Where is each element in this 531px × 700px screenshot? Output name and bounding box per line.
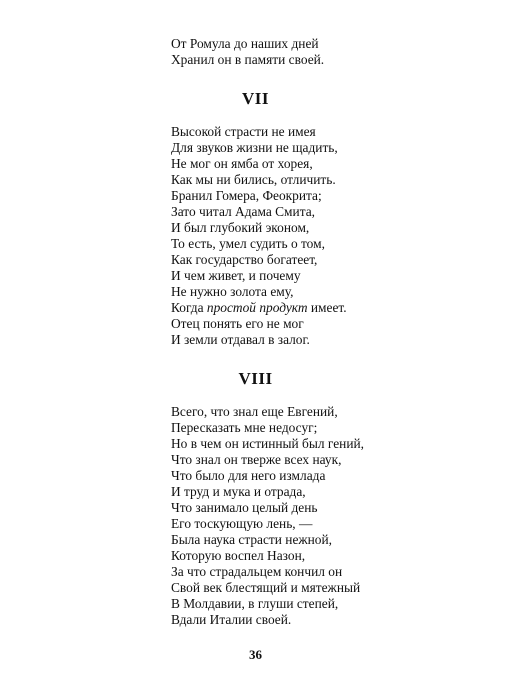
verse-line: Вдали Италии своей. [171,612,292,627]
verse-line: И был глубокий эконом, [171,220,310,235]
verse-line: Бранил Гомера, Феокрита; [171,188,322,203]
verse-line: То есть, умел судить о том, [171,236,325,251]
verse-line: Как мы ни бились, отличить. [171,172,336,187]
verse-fragment: Когда [171,300,207,315]
verse-line: Зато читал Адама Смита, [171,204,316,219]
page-number: 36 [249,647,262,662]
verse-line: Свой век блестящий и мятежный [171,580,361,595]
verse-line: Хранил он в памяти своей. [171,52,325,67]
verse-line: Которую воспел Назон, [171,548,306,563]
verse-line: Его тоскующую лень, — [171,516,313,531]
verse-line: Отец понять его не мог [171,316,304,331]
stanza-end-previous [171,36,324,68]
verse-line: Была наука страсти нежной, [171,532,333,547]
chapter-heading-viii: VIII [238,369,273,388]
stanza-viii [171,404,364,628]
verse-line: От Ромула до наших дней [171,36,319,51]
verse-fragment: имеет. [307,300,347,315]
verse-line: Как государство богатеет, [171,252,318,267]
verse-line: Что знал он тверже всех наук, [171,452,342,467]
stanza-vii [171,124,347,348]
verse-line-with-emphasis [171,300,347,316]
chapter-heading-vii: VII [241,89,269,108]
verse-line: И чем живет, и почему [171,268,301,283]
verse-line: Высокой страсти не имея [171,124,316,139]
verse-line: Всего, что знал еще Евгений, [171,404,338,419]
emphasized-phrase: простой продукт [206,300,308,315]
verse-line: Что занимало целый день [171,500,318,515]
verse-line: Не мог он ямба от хорея, [171,156,313,171]
verse-line: В Молдавии, в глуши степей, [171,596,339,611]
verse-line: Что было для него измлада [171,468,326,483]
verse-line: За что страдальцем кончил он [171,564,343,579]
verse-line: Но в чем он истинный был гений, [171,436,365,451]
verse-line: Не нужно золота ему, [171,284,294,299]
verse-line: Для звуков жизни не щадить, [171,140,338,155]
verse-line: Пересказать мне недосуг; [171,420,318,435]
verse-line: И земли отдавал в залог. [171,332,310,347]
verse-line: И труд и мука и отрада, [171,484,306,499]
